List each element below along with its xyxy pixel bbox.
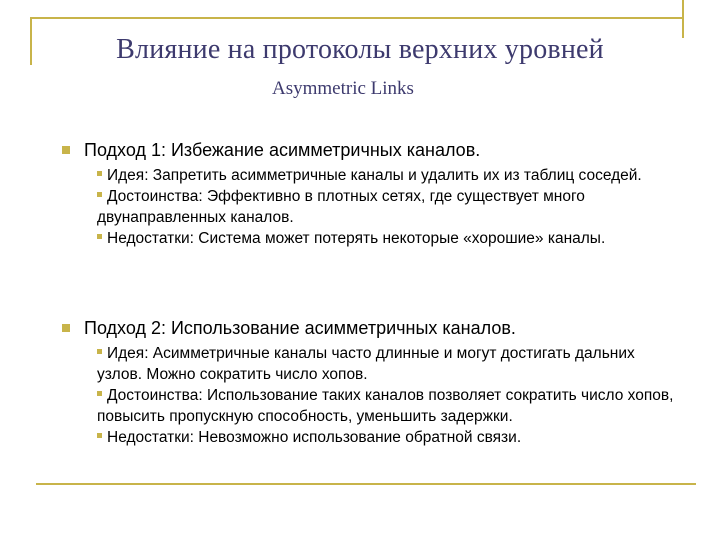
list-item-text: Достоинства: Эффективно в плотных сетях, где существует много двунаправленных каналов. — [97, 188, 585, 226]
top-rule — [30, 17, 684, 19]
list-item — [97, 343, 682, 385]
list-item — [97, 228, 682, 249]
section-heading — [62, 138, 682, 162]
list-item — [97, 165, 682, 186]
list-item-text: Идея: Асимметричные каналы часто длинные и могут достигать дальних узлов. Можно сократить число хопов. — [97, 345, 635, 383]
small-square-bullet-icon — [97, 171, 102, 176]
list-item-text: Недостатки: Невозможно использование обратной связи. — [107, 429, 522, 446]
sub-list — [97, 343, 682, 448]
small-square-bullet-icon — [97, 349, 102, 354]
square-bullet-icon — [62, 146, 70, 154]
square-bullet-icon — [62, 324, 70, 332]
bottom-rule — [36, 483, 696, 485]
section-heading-text: Подход 1: Избежание асимметричных каналов. — [84, 140, 481, 160]
section-heading-text: Подход 2: Использование асимметричных каналов. — [84, 318, 516, 338]
section-approach-2 — [62, 316, 682, 448]
small-square-bullet-icon — [97, 433, 102, 438]
small-square-bullet-icon — [97, 234, 102, 239]
small-square-bullet-icon — [97, 192, 102, 197]
slide-title: Влияние на протоколы верхних уровней — [116, 34, 604, 65]
right-rule — [682, 0, 684, 38]
slide-subtitle: Asymmetric Links — [272, 78, 414, 99]
list-item-text: Идея: Запретить асимметричные каналы и удалить их из таблиц соседей. — [107, 167, 642, 184]
list-item — [97, 385, 682, 427]
section-heading — [62, 316, 682, 340]
sub-list — [97, 165, 682, 249]
list-item-text: Достоинства: Использование таких каналов позволяет сократить число хопов, повысить пропускную способность, уменьшить задержки. — [97, 387, 674, 425]
small-square-bullet-icon — [97, 391, 102, 396]
list-item — [97, 186, 682, 228]
list-item — [97, 427, 682, 448]
list-item-text: Недостатки: Система может потерять некоторые «хорошие» каналы. — [107, 230, 606, 247]
section-approach-1 — [62, 138, 682, 249]
